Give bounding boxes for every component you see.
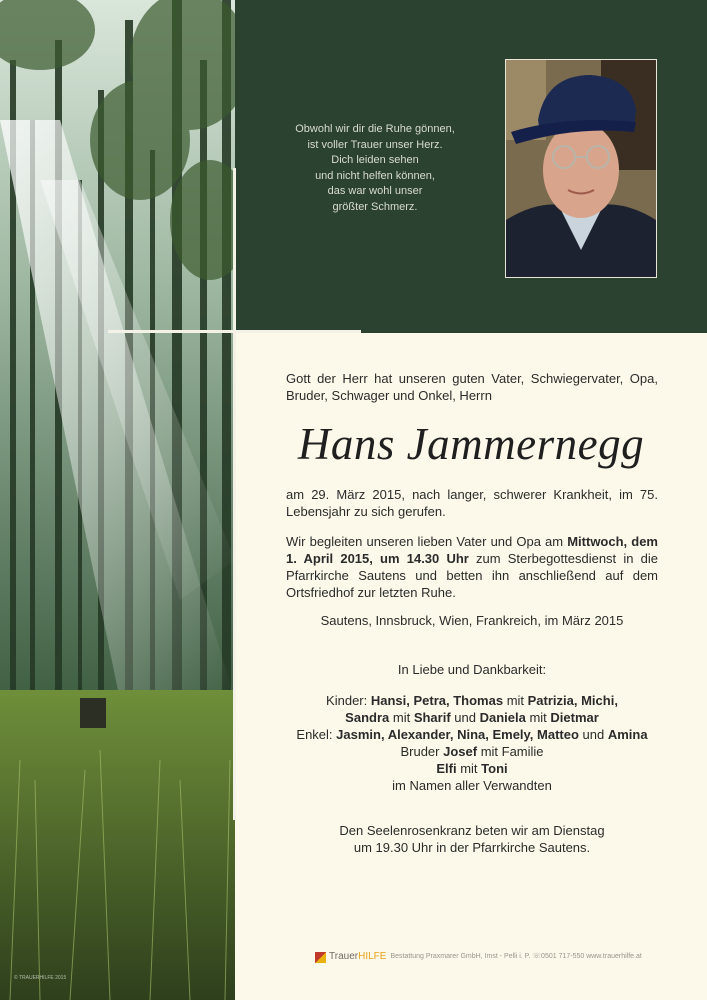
poem-line: das war wohl unser — [327, 185, 423, 197]
brand-name — [329, 951, 386, 962]
connector: mit — [456, 761, 482, 776]
brand-part-a: Trauer — [329, 951, 359, 962]
footer — [315, 951, 655, 965]
elfi-line — [286, 760, 658, 777]
connector: mit Familie — [477, 744, 544, 759]
relatives-line: im Namen aller Verwandten — [392, 778, 552, 793]
poem-line: ist voller Trauer unser Herz. — [307, 138, 443, 151]
connector: mit — [525, 710, 551, 725]
poem-line: und nicht helfen können, — [315, 169, 435, 182]
service-date: Mittwoch, dem 1. April 2015, um 14.30 Uhr — [286, 534, 658, 566]
portrait-illustration — [506, 60, 656, 277]
label: Bruder — [400, 744, 444, 759]
mourners-list — [286, 692, 658, 794]
poem-line: Obwohl wir dir die Ruhe gönnen, — [295, 123, 455, 135]
deceased-name: Hans Jammernegg — [297, 419, 645, 469]
service-text: Wir begleiten unseren lieben Vater und Opa am — [286, 534, 568, 549]
grandchildren-line — [286, 726, 658, 743]
funeral-service-text — [286, 533, 658, 601]
name: Daniela — [479, 710, 526, 725]
rosary-line: um 19.30 Uhr in der Pfarrkirche Sautens. — [353, 840, 591, 855]
name: Patrizia, Michi, — [527, 693, 618, 708]
dedication-line: In Liebe und Dankbarkeit: — [397, 662, 547, 677]
name: Josef — [443, 744, 478, 759]
name: Dietmar — [550, 710, 599, 725]
cross-horizontal-bar — [108, 330, 361, 333]
place-date-line: Sautens, Innsbruck, Wien, Frankreich, im März 2015 — [320, 613, 624, 628]
forest-illustration — [0, 0, 235, 1000]
rosary-line: Den Seelenrosenkranz beten wir am Dienstag — [339, 823, 605, 838]
label: Kinder: — [326, 693, 371, 708]
connector: mit — [503, 693, 528, 708]
death-notice: am 29. März 2015, nach langer, schwerer Krankheit, im 75. Lebensjahr zu sich gerufen. — [286, 487, 658, 519]
service-text: zum Sterbegottesdienst in die Pfarrkirche Sautens und betten ihn anschließend auf dem Ortsfriedhof zur letzten Ruhe. — [286, 551, 658, 600]
cross-vertical-bar — [233, 168, 236, 820]
poem — [270, 122, 480, 215]
name: Elfi — [436, 761, 457, 776]
poem-line: größter Schmerz. — [332, 200, 418, 213]
name: Amina — [607, 727, 648, 742]
photo-credit: © TRAUERHILFE 2015 — [14, 975, 67, 981]
poem-line: Dich leiden sehen — [331, 154, 419, 166]
name: Jasmin, Alexander, Nina, Emely, Matteo — [336, 727, 579, 742]
children-line — [286, 692, 658, 709]
rosary-notice — [286, 822, 658, 856]
name: Hansi, Petra, Thomas — [370, 693, 504, 708]
forest-photo — [0, 0, 235, 1000]
footer-info: Bestattung Praxmarer GmbH, Imst - Pelli i. P. ☏0501 717-550 www.trauerhilfe.at — [390, 953, 642, 960]
brand-part-b: HILFE — [358, 951, 387, 962]
intro-text: Gott der Herr hat unseren guten Vater, Schwiegervater, Opa, Bruder, Schwager und Onkel, Herrn — [286, 371, 658, 403]
brother-line — [286, 743, 658, 760]
trauerhilfe-logo-icon — [315, 952, 326, 963]
name: Sandra — [345, 710, 390, 725]
name: Toni — [481, 761, 508, 776]
label: Enkel: — [296, 727, 337, 742]
connector: und — [450, 710, 480, 725]
connector: und — [578, 727, 608, 742]
portrait-photo — [505, 59, 657, 278]
name: Sharif — [413, 710, 451, 725]
connector: mit — [389, 710, 414, 725]
children-line-2 — [286, 709, 658, 726]
